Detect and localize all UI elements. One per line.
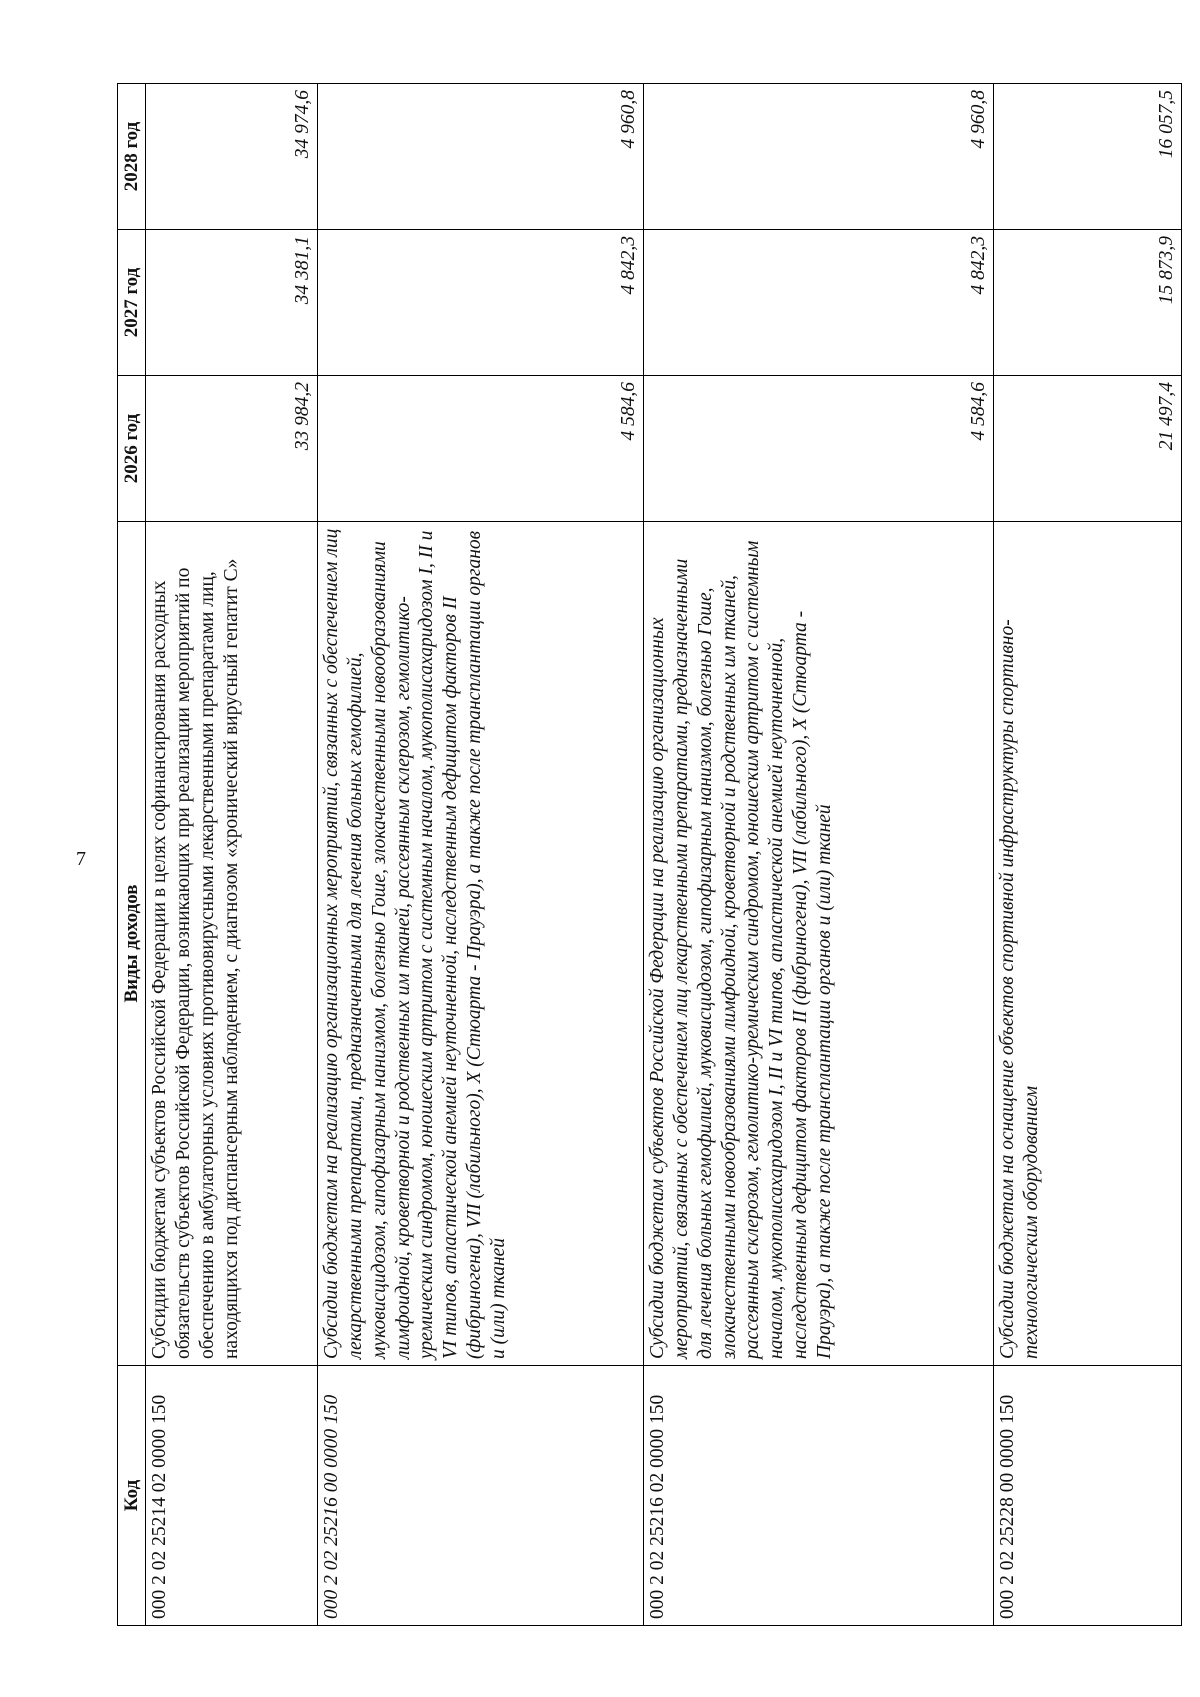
table-header-row bbox=[118, 84, 146, 1626]
revenue-table bbox=[117, 83, 1182, 1626]
table-row bbox=[644, 84, 994, 1626]
cell-name: Субсидии бюджетам субъектов Российской Федерации на реализацию организационных мероприятий, связанных с обеспечением лиц лекарственными препаратами, предназначенными для лечения больных гемофилией, муковисцидозом, гипофизарным нанизмом, болезнью Гоше, злокачественными новообразованиями лимфоидной, кроветворной и родственных им тканей, рассеянным склерозом, гемолитико-уремическим синдромом, юношеским артритом с системным началом, мукополисахаридозом I, II и VI типов, апластической анемией неуточненной, наследственным дефицитом факторов II (фибриногена), VII (лабильного), X (Стюарта - Прауэра), а также после трансплантации органов и (или) тканей bbox=[644, 522, 994, 1366]
cell-2028: 4 960,8 bbox=[318, 84, 644, 230]
header-2027: 2027 год bbox=[118, 230, 146, 376]
page-number: 7 bbox=[76, 848, 86, 870]
cell-name: Субсидии бюджетам субъектов Российской Федерации в целях софинансирования расходных обязательств субъектов Российской Федерации, возникающих при реализации мероприятий по обеспечению в амбулаторных условиях противовирусными лекарственными препаратами лиц, находящихся под диспансерным наблюдением, с диагнозом «хронический вирусный гепатит С» bbox=[146, 522, 318, 1366]
cell-2027: 15 873,9 bbox=[994, 230, 1182, 376]
cell-2026: 33 984,2 bbox=[146, 376, 318, 522]
header-2026: 2026 год bbox=[118, 376, 146, 522]
cell-2026: 21 497,4 bbox=[994, 376, 1182, 522]
revenue-table-container bbox=[117, 84, 1181, 1626]
cell-2026: 4 584,6 bbox=[644, 376, 994, 522]
cell-code: 000 2 02 25216 02 0000 150 bbox=[644, 1366, 994, 1626]
cell-2028: 16 057,5 bbox=[994, 84, 1182, 230]
cell-2026: 4 584,6 bbox=[318, 376, 644, 522]
cell-2027: 4 842,3 bbox=[644, 230, 994, 376]
header-name: Виды доходов bbox=[118, 522, 146, 1366]
cell-name: Субсидии бюджетам на реализацию организационных мероприятий, связанных с обеспечением лиц лекарственными препаратами, предназначенными для лечения больных гемофилией, муковисцидозом, гипофизарным нанизмом, болезнью Гоше, злокачественными новообразованиями лимфоидной, кроветворной и родственных им тканей, рассеянным склерозом, гемолитико-уремическим синдромом, юношеским артритом с системным началом, мукополисахаридозом I, II и VI типов, апластической анемией неуточненной, наследственным дефицитом факторов II (фибриногена), VII (лабильного), X (Стюарта - Прауэра), а также после трансплантации органов и (или) тканей bbox=[318, 522, 644, 1366]
cell-2028: 34 974,6 bbox=[146, 84, 318, 230]
cell-2028: 4 960,8 bbox=[644, 84, 994, 230]
table-row bbox=[318, 84, 644, 1626]
cell-2027: 4 842,3 bbox=[318, 230, 644, 376]
cell-code: 000 2 02 25216 00 0000 150 bbox=[318, 1366, 644, 1626]
cell-code: 000 2 02 25214 02 0000 150 bbox=[146, 1366, 318, 1626]
cell-2027: 34 381,1 bbox=[146, 230, 318, 376]
table-row bbox=[146, 84, 318, 1626]
cell-name: Субсидии бюджетам на оснащение объектов спортивной инфраструктуры спортивно-технологическим оборудованием bbox=[994, 522, 1182, 1366]
header-code: Код bbox=[118, 1366, 146, 1626]
table-row bbox=[994, 84, 1182, 1626]
cell-code: 000 2 02 25228 00 0000 150 bbox=[994, 1366, 1182, 1626]
header-2028: 2028 год bbox=[118, 84, 146, 230]
